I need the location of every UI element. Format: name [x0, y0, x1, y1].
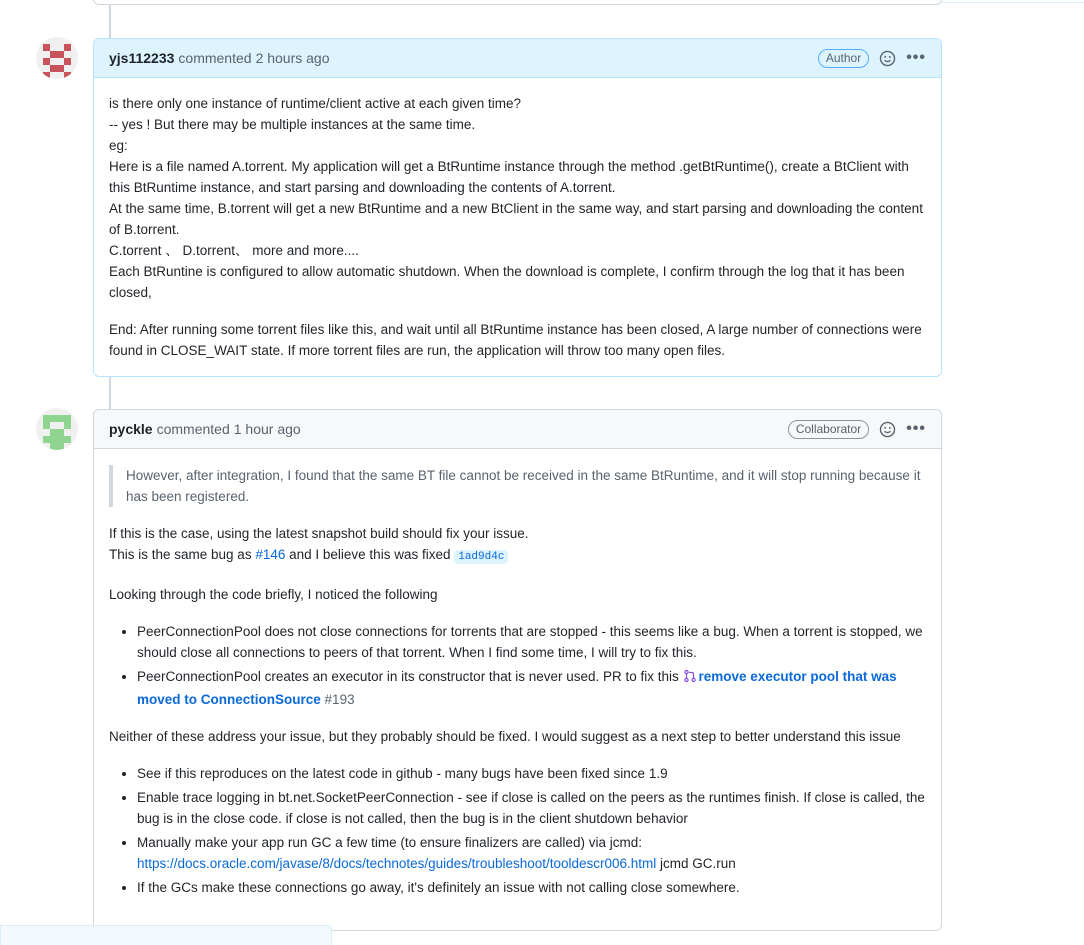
blockquote: However, after integration, I found that the same BT file cannot be received in the same BtRuntime, and it will stop running because it has been registered.: [109, 465, 926, 507]
commit-sha-link[interactable]: 1ad9d4c: [454, 550, 508, 564]
list-item-text: Manually make your app run GC a few time (to ensure finalizers are called) via jcmd:: [137, 835, 642, 850]
comment-line: C.torrent 、 D.torrent、 more and more....: [109, 243, 359, 258]
comment-line: Each BtRuntine is configured to allow automatic shutdown. When the download is complete, I confirm through the log that it has been closed,: [109, 264, 905, 300]
paragraph-text: This is the same bug as: [109, 547, 256, 562]
identicon-avatar-yjs112233: [36, 37, 78, 79]
comment-line: At the same time, B.torrent will get a new BtRuntime and a new BtClient in the same way, and start parsing and downloading the content of B.torrent.: [109, 201, 923, 237]
pull-request-link[interactable]: remove executor pool that was moved to ConnectionSource: [137, 669, 897, 707]
pull-request-number[interactable]: #193: [324, 692, 355, 707]
git-pull-request-icon: [683, 668, 697, 689]
list-item: [137, 666, 926, 710]
list-item-text: jcmd GC.run: [656, 856, 736, 871]
list-item: • PeerConnectionPool does not close connections for torrents that are stopped - this seems like a bug. When a torrent is stopped, we should close all connections to peers of that torrent. When I find some time, I will try to fix this.: [137, 621, 926, 663]
comment-author: [93, 38, 942, 377]
collaborator-badge: Collaborator: [788, 420, 869, 439]
paragraph-text: If this is the case, using the latest snapshot build should fix your issue.: [109, 526, 529, 541]
smiley-icon[interactable]: [879, 421, 896, 438]
bottom-toolbar-edge: [0, 925, 332, 945]
comment-line: is there only one instance of runtime/client active at each given time?: [109, 96, 521, 111]
comment-header: [94, 39, 941, 78]
kebab-menu-icon[interactable]: •••: [906, 49, 926, 66]
comment-paragraph: Looking through the code briefly, I noticed the following: [109, 587, 438, 602]
bullet-list: [109, 763, 926, 898]
avatar[interactable]: [36, 408, 78, 450]
list-item: [137, 832, 926, 874]
author-badge: Author: [818, 49, 869, 68]
identicon-avatar-pyckle: [36, 408, 78, 450]
comment-line: -- yes ! But there may be multiple instances at the same time.: [109, 117, 476, 132]
previous-comment-edge: [93, 0, 942, 5]
comment-paragraph: End: After running some torrent files like this, and wait until all BtRuntime instance has been closed, A large number of connections were found in CLOSE_WAIT state. If more torrent files are run, the application will throw too many open files.: [109, 322, 922, 358]
comment-body: [94, 78, 941, 371]
comment-line: eg:: [109, 138, 128, 153]
kebab-menu-icon[interactable]: •••: [906, 420, 926, 437]
list-item: • If the GCs make these connections go away, it's definitely an issue with not calling close somewhere.: [137, 877, 926, 898]
bullet-list: [109, 621, 926, 710]
list-item: • See if this reproduces on the latest code in github - many bugs have been fixed since 1.9: [137, 763, 926, 784]
divider-line: [940, 2, 1084, 3]
comment-paragraph: [109, 523, 926, 568]
timeline-connector: [109, 4, 111, 38]
timeline-connector: [109, 376, 111, 410]
comment-line: Here is a file named A.torrent. My application will get a BtRuntime instance through the method .getBtRuntime(), create a BtClient with this BtRuntime instance, and start parsing and downloading the contents of A.torrent.: [109, 159, 909, 195]
comment-header: [94, 410, 941, 449]
comment-collaborator: [93, 409, 942, 931]
comment-author-name[interactable]: yjs112233: [109, 50, 175, 66]
comment-action: commented: [156, 421, 230, 437]
comment-paragraph: Neither of these address your issue, but they probably should be fixed. I would suggest as a next step to better understand this issue: [109, 729, 901, 744]
list-item-text: PeerConnectionPool creates an executor in its constructor that is never used. PR to fix this: [137, 669, 683, 684]
comment-timestamp[interactable]: 1 hour ago: [233, 421, 301, 437]
avatar[interactable]: [36, 37, 78, 79]
comment-timestamp[interactable]: 2 hours ago: [255, 50, 330, 66]
comment-body: [94, 449, 941, 911]
smiley-icon[interactable]: [879, 50, 896, 67]
list-item: • Enable trace logging in bt.net.SocketPeerConnection - see if close is called on the peers as the runtimes finish. If close is called, the bug is in the close code. if close is not called, then the bug is in the client shutdown behavior: [137, 787, 926, 829]
comment-action: commented: [178, 50, 252, 66]
comment-author-name[interactable]: pyckle: [109, 421, 153, 437]
paragraph-text: and I believe this was fixed: [285, 547, 455, 562]
docs-link[interactable]: https://docs.oracle.com/javase/8/docs/technotes/guides/troubleshoot/tooldescr006.html: [137, 856, 657, 871]
issue-link[interactable]: #146: [255, 547, 286, 562]
